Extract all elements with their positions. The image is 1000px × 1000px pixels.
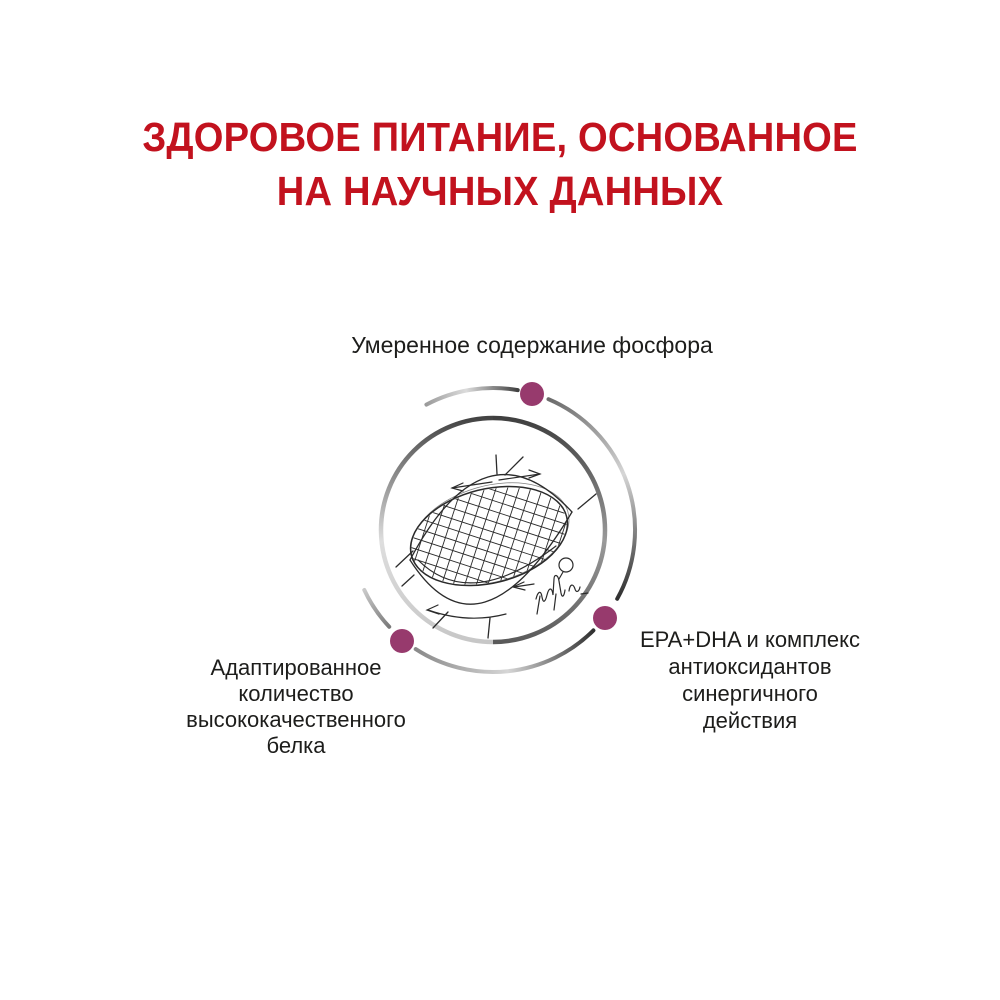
orbit-arc-top-left xyxy=(426,388,517,405)
benefit-label-protein: Адаптированное количество высококачественного белка xyxy=(186,655,406,758)
orbit-dot-bottom-left xyxy=(390,629,414,653)
orbit-arc-right xyxy=(549,399,636,599)
benefit-label-phosphorus-text: Умеренное содержание фосфора xyxy=(351,332,713,358)
orbit-dots xyxy=(390,382,617,653)
inner-ring xyxy=(381,418,605,642)
signature-scribble xyxy=(536,558,588,614)
orbit-dot-bottom-right xyxy=(593,606,617,630)
benefit-label-phosphorus xyxy=(351,331,713,359)
benefit-label-epa-dha: EPA+DHA и комплекс антиоксидантов синергичного действия xyxy=(639,627,861,733)
orbit-arc-bottom xyxy=(416,630,594,672)
orbit-arc-lower-left xyxy=(364,590,389,627)
orbit-dot-top xyxy=(520,382,544,406)
page-title-line1: ЗДОРОВОЕ ПИТАНИЕ, ОСНОВАННОЕ xyxy=(142,114,858,160)
page-title-line2: НА НАУЧНЫХ ДАННЫХ xyxy=(276,168,724,214)
